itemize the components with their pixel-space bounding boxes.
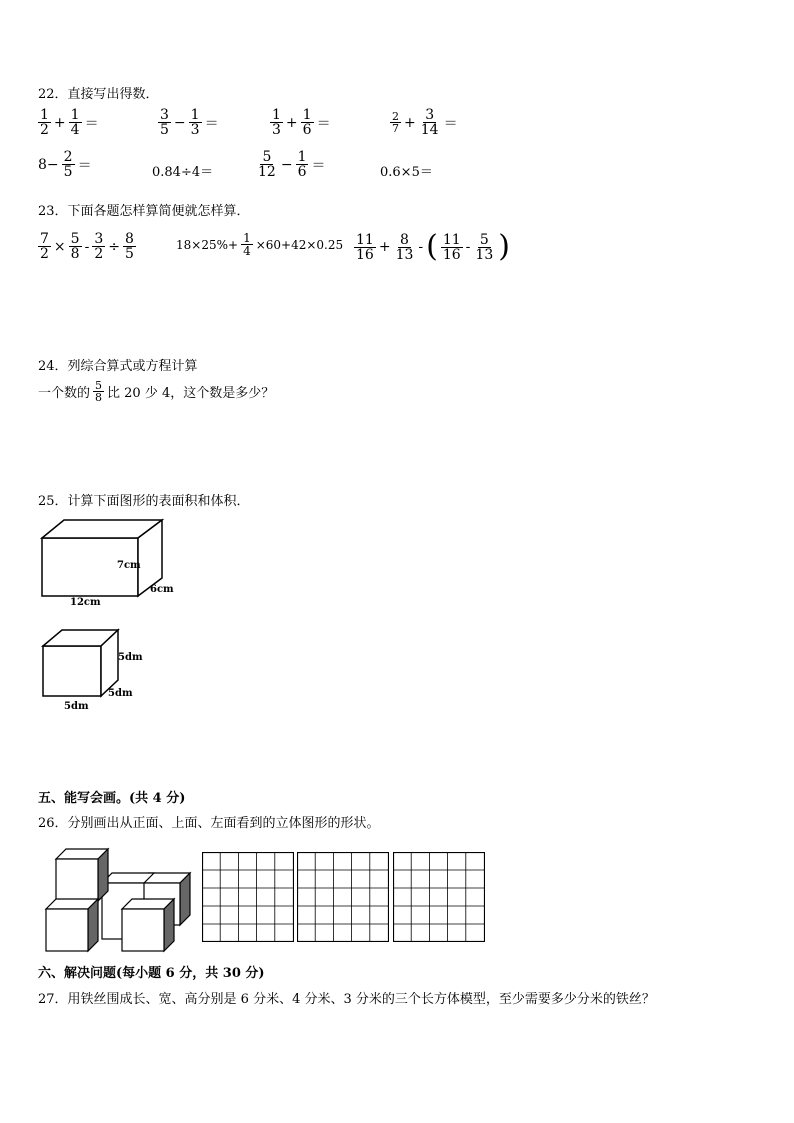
q23-expr-3: $\frac{11}{16}$ + $\frac{8}{13}$ - ( $\frac{11}{16}$ - $\frac{5}{13}$ ) (356, 229, 510, 264)
cube-height-label: 5dm (118, 652, 143, 663)
q22-expr-6: 0.84÷4＝ (152, 165, 214, 180)
q22-expr-5: 8− $\frac{2}{5}$ ＝ (38, 149, 92, 180)
q24-text: 一个数的 $\frac{5}{8}$ 比 20 少 4，这个数是多少？ (38, 379, 275, 404)
cube-length-label: 5dm (64, 701, 89, 712)
q22-expr-7: $\frac{5}{12}$ − $\frac{1}{6}$ ＝ (258, 149, 326, 180)
q22-expr-2: $\frac{3}{5}$ − $\frac{1}{3}$ ＝ (160, 107, 219, 138)
grid-top-view[interactable] (297, 852, 389, 942)
q22-expr-8: 0.6×5＝ (380, 165, 433, 180)
q26-title: 26．分别画出从正面、上面、左面看到的立体图形的形状。 (38, 816, 380, 831)
cube-width-label: 5dm (108, 688, 133, 699)
grid-left-view[interactable] (393, 852, 485, 942)
cuboid-width-label: 6cm (150, 584, 174, 595)
q22-expr-1: $\frac{1}{2}$ + $\frac{1}{4}$ ＝ (40, 107, 99, 138)
q23-title: 23．下面各题怎样算简便就怎样算． (38, 204, 250, 219)
cuboid-height-label: 7cm (117, 560, 141, 571)
q25-title: 25．计算下面图形的表面积和体积． (38, 494, 250, 509)
q27-title: 27．用铁丝围成长、宽、高分别是 6 分米、4 分米、3 分米的三个长方体模型，至少需要多少分米的铁丝？ (38, 992, 655, 1007)
q23-expr-2: 18×25%+ $\frac{1}{4}$ ×60+42×0.25 (176, 231, 344, 258)
q24-title: 24．列综合算式或方程计算 (38, 359, 198, 374)
stacked-cubes-figure (44, 843, 194, 953)
q22-expr-3: $\frac{1}{3}$ + $\frac{1}{6}$ ＝ (272, 107, 331, 138)
q22-expr-4: $\frac{2}{7}$ + $\frac{3}{14}$ ＝ (392, 107, 458, 138)
q23-expr-1: $\frac{7}{2}$ × $\frac{5}{8}$ - $\frac{3}{2}$ ÷ $\frac{8}{5}$ (40, 231, 134, 262)
cuboid-figure (36, 516, 186, 611)
cuboid-length-label: 12cm (70, 597, 101, 608)
section-5-heading: 五、能写会画。(共 4 分) (38, 791, 186, 806)
section-6-heading: 六、解决问题(每小题 6 分，共 30 分) (38, 966, 265, 981)
grid-front-view[interactable] (202, 852, 294, 942)
q22-title: 22．直接写出得数． (38, 87, 159, 102)
